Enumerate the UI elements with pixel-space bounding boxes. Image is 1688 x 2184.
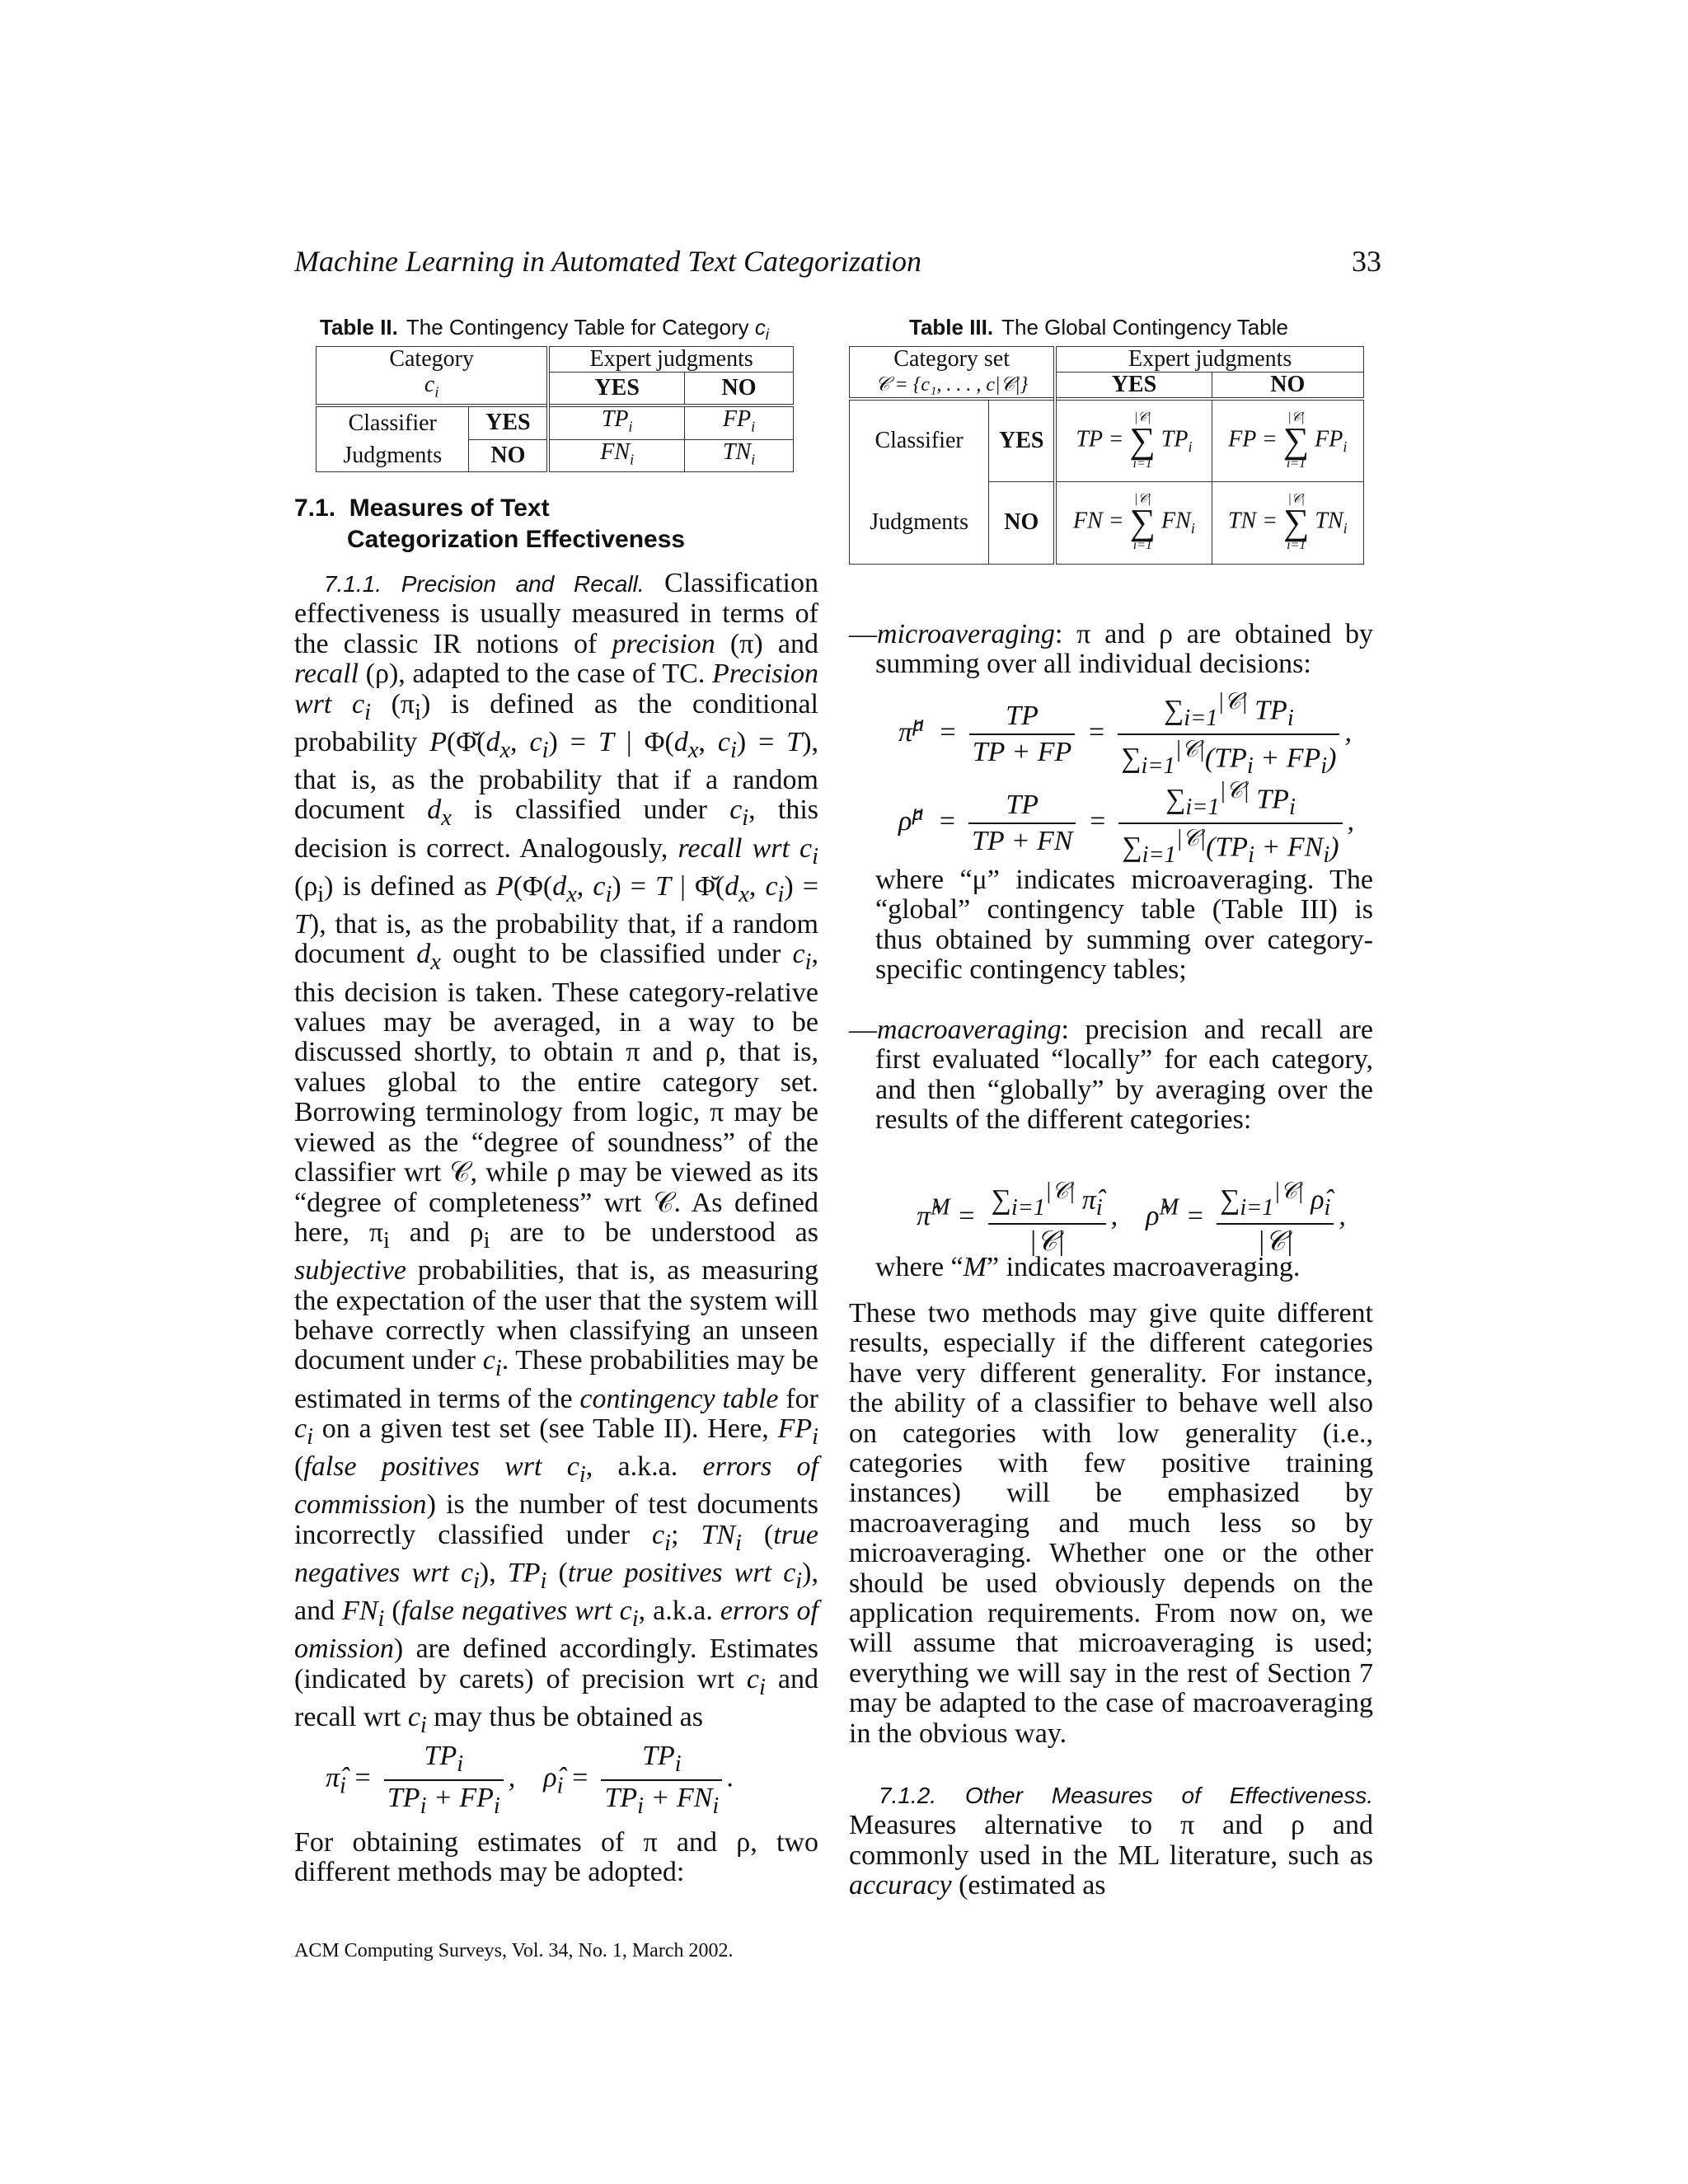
- table3-judgments-label: Judgments: [850, 481, 989, 564]
- table3-no-col: NO: [1212, 373, 1363, 400]
- table2-no-col: NO: [685, 373, 794, 406]
- table2-expert-header: Expert judgments: [548, 347, 793, 373]
- subsection-heading-7-1-1: 7.1.1. Precision and Recall.: [324, 571, 645, 597]
- table3-sum-symbol: |𝒞| ∑ i=1: [1129, 410, 1156, 471]
- left-column: [294, 569, 818, 1741]
- table2-yes-col: YES: [548, 373, 684, 406]
- table3-sum-symbol: |𝒞| ∑ i=1: [1129, 492, 1156, 552]
- table2-classifier-label: Classifier: [316, 405, 469, 439]
- table3-category-def: 𝒞 = {c₁, . . . , c|𝒞|}: [850, 373, 1056, 400]
- table3-sum-symbol: |𝒞| ∑ i=1: [1283, 492, 1310, 552]
- section-number: 7.1.: [294, 494, 336, 522]
- formula-precision-recall-estimates: $\pî_i$ = $\frac{TP_i}{TP_i + FP_i}$ , $\rhô_i$ = $\frac{TP_i}{TP_i + FN_i}$ .: [326, 1741, 734, 1819]
- right-column: [849, 620, 1373, 680]
- table2-yes-row: YES: [469, 405, 548, 439]
- table3-contingency: [849, 346, 1364, 565]
- table3-fn-cell: FN = |𝒞| ∑ i=1 $FN_i$: [1055, 481, 1212, 564]
- table3-classifier-label: Classifier: [850, 399, 989, 481]
- table3-caption-text: The Global Contingency Table: [1001, 315, 1288, 340]
- list-item-microaveraging: —microaveraging: π and ρ are obtained by summing over all individual decisions:: [849, 619, 1373, 680]
- page-number: 33: [1352, 245, 1381, 278]
- formula-micro-recall: ρ̂$^\mu$ = $\frac{TP}{TP + FN}$ = $\frac{\sum_{i=1}^{|𝒞|} TP_i}{\sum_{i=1}^{|𝒞|}(TP_i + FN_i)}$ ,: [898, 778, 1355, 869]
- table3-sum-symbol: |𝒞| ∑ i=1: [1282, 410, 1310, 471]
- table3-tn-cell: TN = |𝒞| ∑ i=1 $TN_i$: [1212, 481, 1363, 564]
- table3-label: Table III.: [909, 315, 994, 340]
- section-title-line2: Categorization Effectiveness: [347, 526, 686, 553]
- paragraph-comparison: These two methods may give quite different results, especially if the different categories have very different generality. For instance, the ability of a classifier to behave well also on categories with low generality (i.e., categories with few positive training instances) will be emphasized by macroaveraging and much less so by microaveraging. Whether one or the other should be used obviously depends on the application requirements. From now on, we will assume that microaveraging is used; everything we will say in the rest of Section 7 may be adapted to the case of macroaveraging in the obvious way.: [849, 1298, 1373, 1749]
- table2-no-row: NO: [469, 439, 548, 472]
- table3-caption: [909, 315, 1288, 340]
- table2-fn-cell: $FN_i$: [548, 439, 684, 472]
- paragraph-precision-recall: 7.1.1. Precision and Recall. Classification effectiveness is usually measured in terms of the classic IR notions of precision (π) and recall (ρ), adapted to the case of TC. Precision wrt $c_i$ $(\pi_i)$ is defined as the conditional probability $P(\Phĭ(d_x$, $c_i) = T$ | $\Phi(d_x$, $c_i) = T$), that is, as the probability that if a random document $d_x$ is classified under $c_i$, this decision is correct. Analogously, recall wrt $c_i$ $(\rho_i)$ is defined as $P(\Phi(d_x$, $c_i) = T$ | $\Phĭ(d_x$, $c_i) = T$), that is, as the probability that, if a random document $d_x$ ought to be classified under $c_i$, this decision is taken. These category-relative values may be averaged, in a way to be discussed shortly, to obtain π and ρ, that is, values global to the entire category set. Borrowing terminology from logic, π may be viewed as the “degree of soundness” of the classifier wrt 𝒞, while ρ may be viewed as its “degree of completeness” wrt 𝒞. As defined here, $\pi_i$ and $\rho_i$ are to be understood as subjective probabilities, that is, as measuring the expectation of the user that the system will behave correctly when classifying an unseen document under $c_i$. These probabilities may be estimated in terms of the contingency table for $c_i$ on a given test set (see Table II). Here, $FP_i$ (false positives wrt $c_i$, a.k.a. errors of commission) is the number of test documents incorrectly classified under $c_i$; $TN_i$ (true negatives wrt $c_i$), $TP_i$ (true positives wrt $c_i$), and $FN_i$ (false negatives wrt $c_i$, a.k.a. errors of omission) are defined accordingly. Estimates (indicated by carets) of precision wrt $c_i$ and recall wrt $c_i$ may thus be obtained as: [294, 568, 819, 1738]
- footer-citation: ACM Computing Surveys, Vol. 34, No. 1, March 2002.: [294, 1940, 734, 1961]
- table2-category-header: Category: [316, 347, 549, 373]
- table2-label: Table II.: [320, 315, 398, 340]
- table2-caption-var: c: [754, 315, 766, 340]
- subsection-heading-7-1-2: 7.1.2. Other Measures of Effectiveness.: [879, 1783, 1373, 1808]
- table3-no-row: NO: [989, 481, 1056, 564]
- table3-expert-header: Expert judgments: [1055, 347, 1363, 373]
- table2-caption: [320, 315, 769, 344]
- table3-fp-cell: FP = |𝒞| ∑ i=1 $FP_i$: [1212, 399, 1363, 481]
- paragraph-other-measures: 7.1.2. Other Measures of Effectiveness. Measures alternative to π and ρ and commonly used in the ML literature, such as accuracy (estimated as: [849, 1783, 1373, 1901]
- list-item-macroaveraging: —macroaveraging: precision and recall are first evaluated “locally” for each category, and then “globally” by averaging over the results of the different categories:: [849, 1015, 1373, 1136]
- table2-caption-text: The Contingency Table for Category: [406, 315, 749, 340]
- table3-tp-cell: TP = |𝒞| ∑ i=1 $TP_i$: [1055, 399, 1212, 481]
- section-heading: [294, 493, 685, 555]
- table2-tp-cell: $TP_i$: [548, 405, 684, 439]
- table3-category-set: Category set: [850, 347, 1056, 373]
- table3-yes-col: YES: [1055, 373, 1212, 400]
- formula-macro: π̂$^M$ = $\frac{\sum_{i=1}^{|𝒞|} \pî_i}{\text{|𝒞|}}$ , ρ̂$^M$ = $\frac{\sum_{i=1}^{|𝒞|} \rhô_i}{\text{|𝒞|}}$ ,: [917, 1179, 1346, 1258]
- table2-tn-cell: $TN_i$: [685, 439, 794, 472]
- table2-caption-sub: i: [765, 326, 769, 344]
- formula-micro-precision: π̂$^\mu$ = $\frac{TP}{TP + FP}$ = $\frac{\sum_{i=1}^{|𝒞|} TP_i}{\sum_{i=1}^{|𝒞|}(TP_i + FP_i)}$ ,: [898, 689, 1352, 780]
- table2-fp-cell: $FP_i$: [685, 405, 794, 439]
- paragraph-methods: For obtaining estimates of π and ρ, two different methods may be adopted:: [294, 1827, 818, 1888]
- section-title-line1: Measures of Text: [349, 494, 550, 522]
- running-header-title: Machine Learning in Automated Text Categorization: [294, 245, 921, 278]
- table2-judgments-label: Judgments: [316, 439, 469, 472]
- table2-category-var: $c_i$: [316, 373, 549, 406]
- paragraph-micro-explanation: where “μ” indicates microaveraging. The “global” contingency table (Table III) is thus obtained by summing over category-specific contingency tables;: [875, 865, 1373, 986]
- table3-yes-row: YES: [989, 399, 1056, 481]
- table2-contingency: [316, 346, 794, 472]
- paragraph-macro-explanation: where “M” indicates macroaveraging.: [875, 1252, 1301, 1282]
